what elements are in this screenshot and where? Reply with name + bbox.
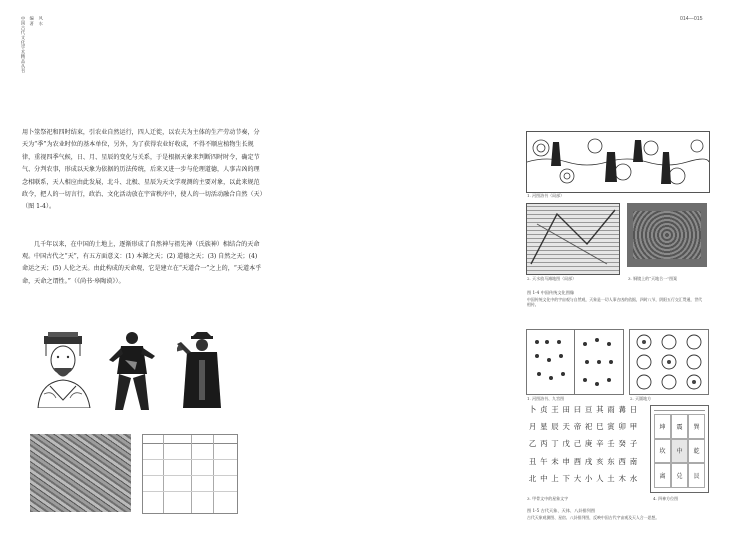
- oracle-char: 南: [629, 456, 638, 466]
- oracle-char: 人: [596, 473, 604, 483]
- oracle-char: 午: [540, 456, 548, 466]
- oracle-char: 北: [528, 473, 537, 483]
- grid-cell: 震: [671, 414, 688, 439]
- official-figure: [177, 330, 227, 410]
- grid-cell: 巽: [688, 414, 705, 439]
- oracle-char: 申: [562, 456, 570, 466]
- oracle-char: 其: [596, 405, 604, 414]
- oracle-char: 下: [562, 473, 570, 483]
- oracle-char: 庚: [584, 439, 593, 449]
- oracle-char: 月: [528, 422, 537, 432]
- emperor-portrait: [30, 330, 96, 408]
- oracle-char: 巳: [596, 422, 604, 432]
- oracle-char: 子: [629, 439, 638, 449]
- oracle-char: 水: [629, 473, 638, 483]
- grid-cell: 兑: [671, 463, 688, 488]
- figure-1-5-title: 图 1-5 古代天象、天体、八卦排列图: [527, 508, 596, 513]
- header-topic: 风 水: [38, 16, 44, 26]
- oracle-char: 中: [540, 473, 548, 483]
- oracle-char: 辰: [551, 422, 559, 432]
- oracle-char: 上: [551, 473, 559, 483]
- oracle-char: 日: [629, 405, 638, 414]
- oracle-char: 卯: [618, 422, 626, 432]
- oracle-char: 戊: [562, 439, 570, 449]
- figure-1-4-title: 图 1-4 中国传统文化图像: [527, 290, 575, 295]
- oracle-char: 祀: [584, 422, 593, 432]
- table-document: [142, 434, 238, 514]
- caption-8: 4. 四神方位图: [653, 496, 679, 501]
- oracle-char: 甲: [629, 422, 638, 432]
- oracle-char: 大: [573, 473, 582, 483]
- oracle-char: 帝: [573, 422, 582, 432]
- oracle-char: 东: [607, 456, 615, 466]
- oracle-char: 丑: [528, 456, 537, 466]
- oracle-char: 乙: [528, 439, 537, 449]
- oracle-char: 曰: [573, 405, 582, 414]
- caption-2: 2. 天水放马滩地图（局部）: [527, 276, 577, 281]
- oracle-char: 丙: [540, 439, 548, 449]
- oracle-char: 亘: [584, 405, 593, 414]
- oracle-char: 星: [540, 422, 548, 432]
- oracle-char: 土: [607, 473, 615, 483]
- oracle-char: 贞: [540, 405, 548, 414]
- oracle-char: 卜: [528, 405, 537, 414]
- tianyuan-diagram: [629, 329, 709, 395]
- oracle-char: 冓: [618, 405, 626, 414]
- luoshu-diagram: [526, 329, 624, 395]
- oracle-char: 己: [573, 439, 582, 449]
- body-paragraph-3: 中国古代之“天”，有五方面意义：(1) 本源之天；(2) 道德之天；(3) 自然之天；(4) 命运之天；(5) 人伦之天。由此构成的天命观，它是建立在“天道合一”之上的，“天道本乎命，天命之谓性。”（《尚书·皋陶谟》）。: [22, 253, 262, 285]
- oracle-char: 丁: [551, 439, 559, 449]
- oracle-char: 木: [618, 473, 626, 483]
- header-editor: 编 著: [29, 16, 35, 26]
- landscape-painting: [30, 434, 131, 512]
- oracle-char: 未: [551, 456, 559, 466]
- oracle-char: 亥: [596, 456, 604, 466]
- oracle-char: 戌: [584, 456, 593, 466]
- oracle-char: 辛: [596, 439, 604, 449]
- oracle-char: 癸: [618, 439, 626, 449]
- caption-1: 1. 河图洛书（局部）: [527, 193, 565, 198]
- body-paragraph-1: 用卜筮祭祀和四时结束，引农业自然运行，四人迁徙，以农夫为主体的生产劳动节奏，分天为“季”为农业时位的基本单位，另外，为了获得农业好收成，不得不顺应植物生长规律，重视四季气候，日、月、星辰的变化与关系，于是根据天象来判断四时时令，确定节气、分判农事，形成以天象为依据的历法传统，后来又进一步与伦理道德，人事吉凶的理念相联系，天人相应由此发展，北斗、北极、星辰为天文学观测的主要对象，以此来规范政令，把人的一切言行，政治、文化活动放在宇宙秩序中，使人的一切活动融合自然（天）（图 1-4）。: [22, 129, 263, 211]
- oracle-char: 寅: [607, 422, 615, 432]
- oracle-char: 田: [562, 405, 570, 414]
- vertical-series-title: 中国古代文化学术精品丛书: [20, 16, 25, 74]
- bronze-mirror: [627, 203, 707, 267]
- map-figure: [526, 203, 620, 275]
- oracle-char: 壬: [607, 439, 615, 449]
- page-number: 014—015: [680, 16, 703, 22]
- caption-3: 3. 铜镜上的“天地合一”图案: [628, 276, 678, 281]
- oracle-char: 酉: [573, 456, 582, 466]
- caption-6: 2. 天圆地方: [630, 396, 652, 401]
- warrior-figure: [107, 330, 157, 412]
- oracle-char: 王: [551, 405, 559, 414]
- oracle-char: 雨: [607, 405, 615, 414]
- figure-1-4-desc: 中国传统文化中的宇宙观与自然观，天象是一切人事吉凶的依据，四时八节，阴阳五行交汇贯通，世代相传。: [527, 297, 703, 308]
- oracle-bone-grid: [527, 405, 639, 491]
- bagua-grid: [650, 405, 709, 493]
- grid-cell: 坎: [654, 439, 671, 464]
- scroll-painting: [526, 131, 710, 193]
- body-paragraph-2: 几千年以来，在中国的土地上，逐渐形成了自然神与祖先神（氏族神）相结合的天命观。: [22, 241, 260, 261]
- grid-cell: 乾: [688, 439, 705, 464]
- figure-1-5-desc: 古代天象观测图、星宿、八卦排列图，反映中国古代宇宙观及天人合一思想。: [527, 515, 660, 520]
- grid-cell: 离: [654, 463, 671, 488]
- caption-5: 1. 河图洛书、九宫图: [527, 396, 565, 401]
- oracle-char: 天: [562, 422, 570, 432]
- caption-7: 3. 甲骨文中的星象文字: [527, 496, 569, 501]
- grid-cell: 中: [671, 439, 688, 464]
- oracle-char: 小: [584, 473, 593, 483]
- oracle-char: 西: [618, 456, 626, 466]
- grid-cell: 坤: [654, 414, 671, 439]
- grid-cell: 艮: [688, 463, 705, 488]
